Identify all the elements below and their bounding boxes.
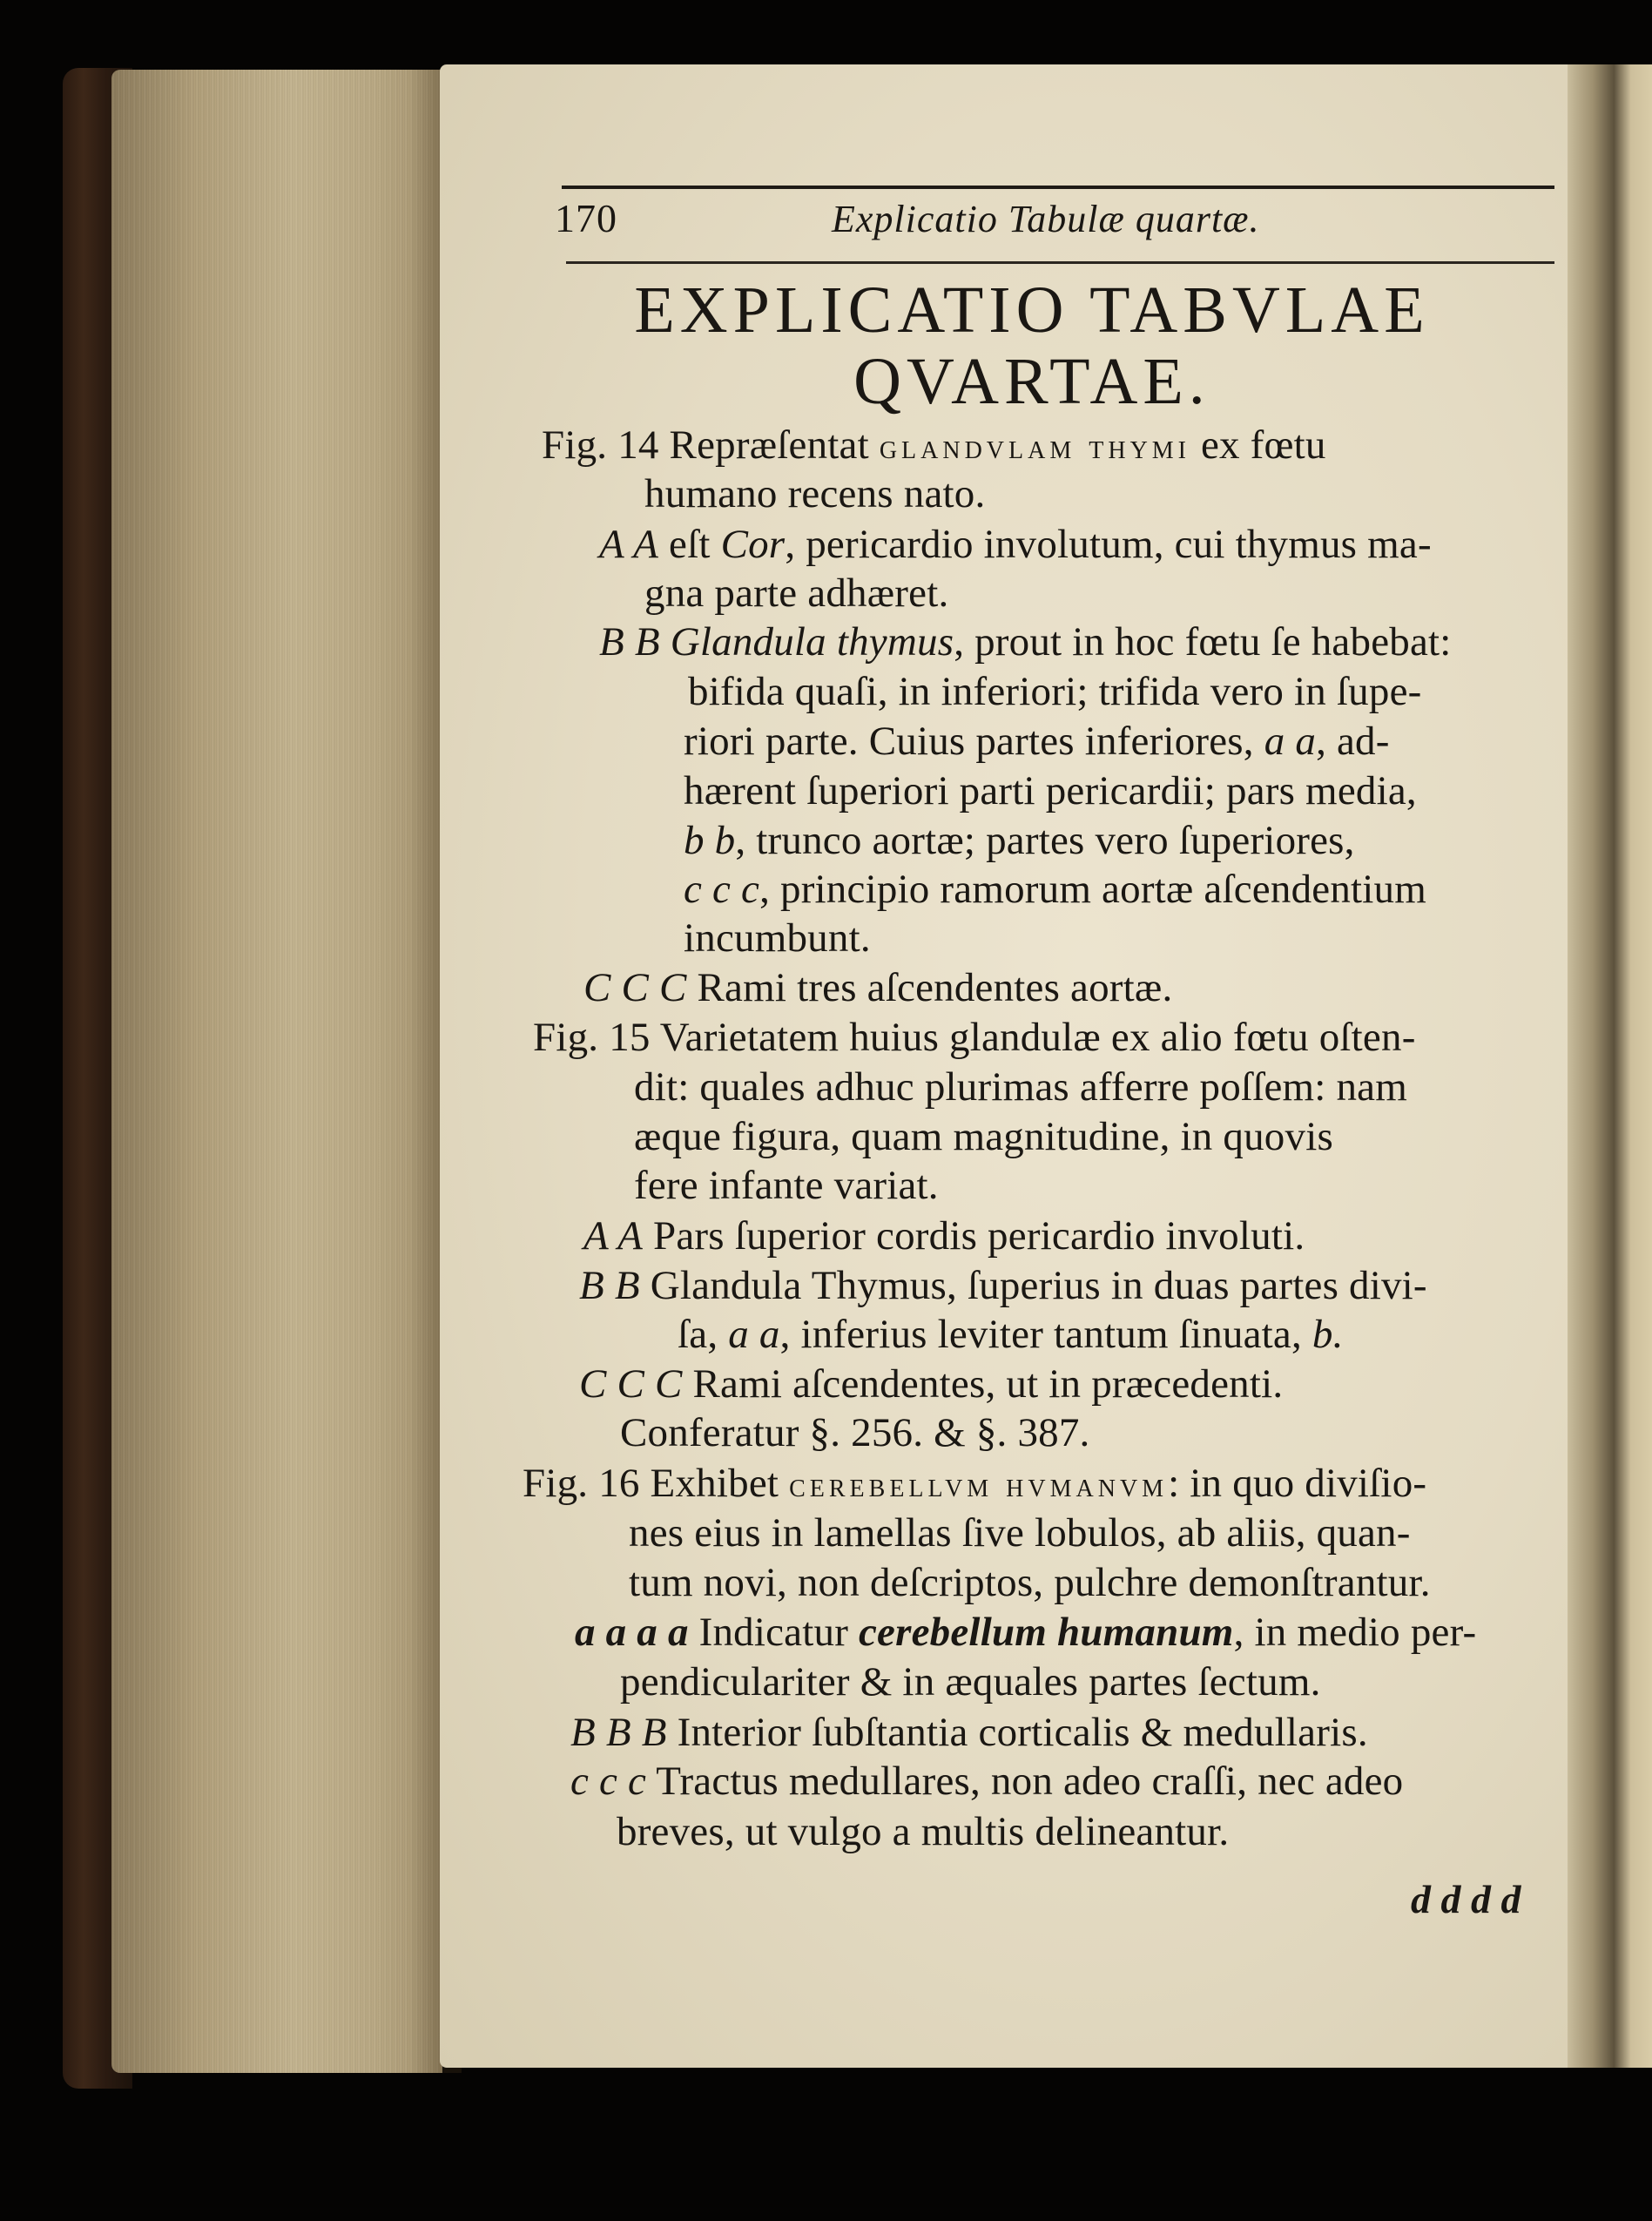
text-line: pendiculariter & in æquales partes ſectum. (620, 1659, 1321, 1705)
section-title-line-2: QVARTAE. (853, 345, 1210, 418)
text-line: incumbunt. (684, 915, 871, 961)
text-line: a a a a Indicatur cerebellum humanum, in medio per- (575, 1610, 1477, 1655)
text-line: C C C Rami aſcendentes, ut in præcedenti. (579, 1361, 1284, 1407)
text-line: Fig. 14 Repræſentat glandvlam thymi ex fœtu (542, 422, 1326, 468)
text-line: A A eſt Cor, pericardio involutum, cui thymus ma- (599, 522, 1432, 567)
text-line: Fig. 16 Exhibet cerebellvm hvmanvm: in quo diviſio- (523, 1461, 1427, 1506)
catchword: d d d d (1411, 1877, 1521, 1921)
section-title-line-1: EXPLICATIO TABVLAE (634, 273, 1430, 347)
text-line: B B Glandula Thymus, ſuperius in duas partes divi- (579, 1263, 1427, 1308)
text-line: C C C Rami tres aſcendentes aortæ. (583, 965, 1173, 1010)
text-line: fere infante variat. (634, 1163, 939, 1208)
text-line: æque figura, quam magnitudine, in quovis (634, 1114, 1333, 1159)
page-number: 170 (555, 196, 617, 240)
text-line: riori parte. Cuius partes inferiores, a a, ad- (684, 719, 1390, 764)
text-line: c c c Tractus medullares, non adeo craſſi, nec adeo (570, 1759, 1404, 1804)
running-head: Explicatio Tabulæ quartæ. (832, 198, 1260, 240)
text-line: B B B Interior ſubſtantia corticalis & medullaris. (570, 1710, 1368, 1755)
text-line: nes eius in lamellas ſive lobulos, ab aliis, quan- (629, 1510, 1411, 1556)
text-line: Fig. 15 Varietatem huius glandulæ ex alio fœtu oſten- (533, 1015, 1416, 1060)
text-line: Conferatur §. 256. & §. 387. (620, 1410, 1090, 1455)
text-line: humano recens nato. (644, 471, 986, 516)
text-line: b b, trunco aortæ; partes vero ſuperiores, (684, 818, 1355, 863)
text-line: A A Pars ſuperior cordis pericardio involuti. (583, 1213, 1305, 1259)
text-line: dit: quales adhuc plurimas afferre poſſem: nam (634, 1064, 1407, 1110)
text-line: tum novi, non deſcriptos, pulchre demonſtrantur. (629, 1560, 1431, 1605)
text-line: breves, ut vulgo a multis delineantur. (617, 1809, 1230, 1854)
header-rule-lower (566, 261, 1554, 264)
text-line: bifida quaſi, in inferiori; trifida vero in ſupe- (688, 669, 1422, 714)
text-line: gna parte adhæret. (644, 570, 949, 616)
text-line: c c c, principio ramorum aortæ aſcendentium (684, 867, 1427, 912)
text-line: B B Glandula thymus, prout in hoc fœtu ſe habebat: (599, 619, 1452, 665)
text-line: ſa, a a, inferius leviter tantum ſinuata, b. (678, 1312, 1344, 1357)
header-rule (562, 186, 1554, 189)
text-line: hærent ſuperiori parti pericardii; pars media, (684, 768, 1417, 813)
